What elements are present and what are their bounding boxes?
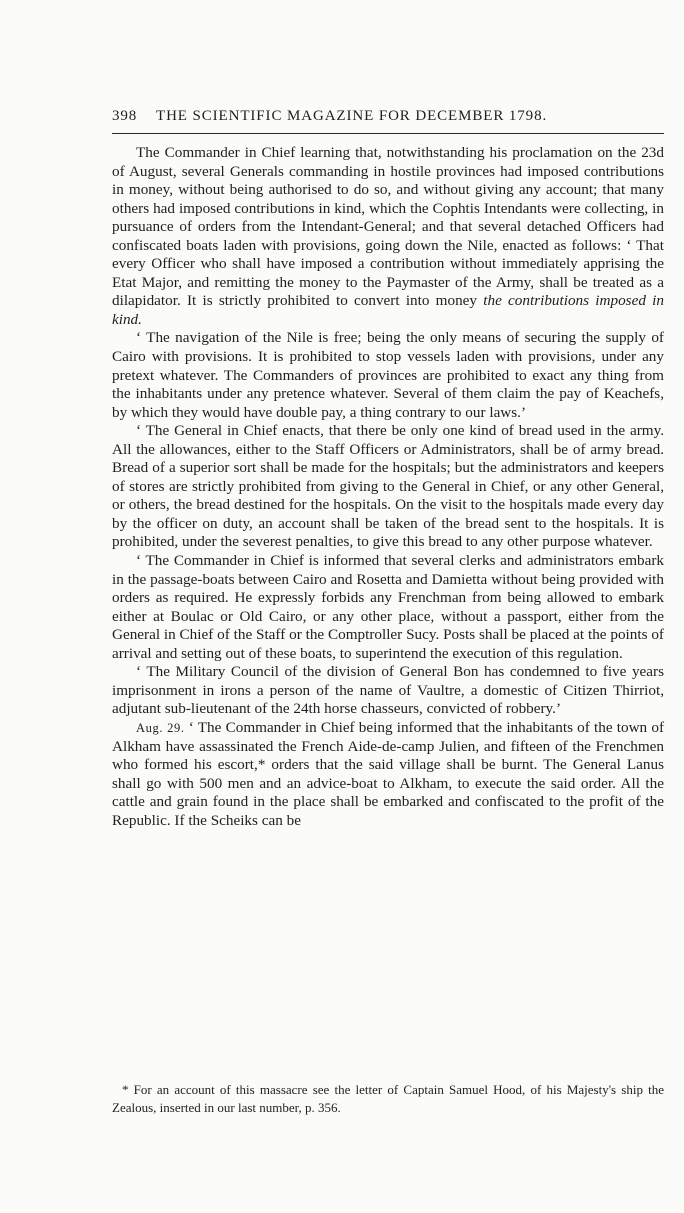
running-head xyxy=(112,108,664,132)
footnote: * For an account of this massacre see the letter of Captain Samuel Hood, of his Majesty's ship the Zealous, inserted in our last number, p. 356. xyxy=(112,1082,664,1115)
paragraph-italic-text: the contributions imposed in kind. xyxy=(112,292,664,328)
page-number: 398 xyxy=(112,108,138,124)
paragraph-bread: ‘ The General in Chief enacts, that there be only one kind of bread used in the army. All the allowances, either to the Staff Officers or Administrators, shall be of army bread. Bread of a superior sort shall be made for the hospitals; but the administrators and keepers of stores are strictly prohibited from giving to the General in Chief, or any other General, or others, the bread destined for the hospitals. On the visit to the hospitals made every day by the officer on duty, an account shall be taken of the bread sent to the hospitals. It is prohibited, under the severest penalties, to give this bread to any other purpose whatever. xyxy=(112,422,664,551)
date-label: Aug. 29. xyxy=(136,720,185,735)
paragraph-aug-29 xyxy=(112,719,664,830)
paragraph-text: ‘ The Commander in Chief being informed that the inhabitants of the town of Alkham have assassinated the French Aide-de-camp Julien, and fifteen of the Frenchmen who formed his escort,* orders that the said village shall be burnt. The General Lanus shall go with 500 men and an advice-boat to Alkham, to execute the said order. All the cattle and grain found in the place shall be embarked and confiscated to the profit of the Republic. If the Scheiks can be xyxy=(112,718,664,829)
header-rule xyxy=(112,133,664,134)
paragraph-text: The Commander in Chief learning that, notwithstanding his proclamation on the 23d of August, several Generals commanding in hostile provinces had imposed contributions in money, without being authorised to do so, and without giving any account; that many others had imposed contributions in kind, which the Cophtis Intendants were collecting, in pursuance of orders from the Intendant-General; and that several detached Officers had confiscated boats laden with provisions, going down the Nile, enacted as follows: ‘ That every Officer who shall have imposed a contribution without immediately apprising the Etat Major, and remitting the money to the Paymaster of the Army, shall be treated as a dilapidator. It is strictly prohibited to convert into money xyxy=(112,144,664,310)
paragraph-proclamation xyxy=(112,144,664,329)
running-title: THE SCIENTIFIC MAGAZINE FOR DECEMBER 1798. xyxy=(156,108,548,124)
paragraph-passage-boats: ‘ The Commander in Chief is informed that several clerks and administrators embark in the passage-boats between Cairo and Rosetta and Damietta without being provided with orders as required. He expressly forbids any Frenchman from being allowed to embark either at Boulac or Old Cairo, or any other place, without a passport, either from the General in Chief of the Staff or the Comptroller Sucy. Posts shall be placed at the points of arrival and setting out of these boats, to superintend the execution of this regulation. xyxy=(112,552,664,662)
paragraph-military-council: ‘ The Military Council of the division of General Bon has condemned to five years imprisonment in irons a person of the name of Vaultre, a domestic of Citizen Thirriot, adjutant sub-lieutenant of the 24th horse chasseurs, convicted of robbery.’ xyxy=(112,663,664,718)
article-body xyxy=(112,144,664,829)
paragraph-navigation: ‘ The navigation of the Nile is free; being the only means of securing the supply of Cairo with provisions. It is prohibited to stop vessels laden with provisions, under any pretext whatever. The Commanders of provinces are prohibited to exact any thing from the inhabitants under any pretence whatever. Several of them claim the pay of Keachefs, by which they would have double pay, a thing contrary to our laws.’ xyxy=(112,329,664,421)
